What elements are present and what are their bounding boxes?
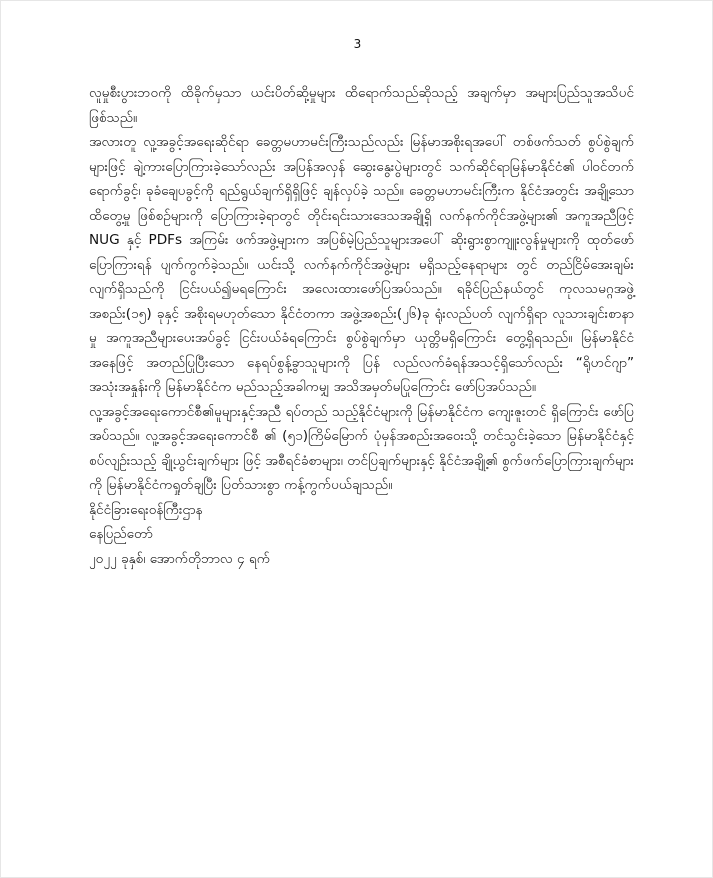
- paragraph-3: လူ့အခွင့်အရေးကောင်စီ၏မူများနှင့်အညီ ရပ်တည် သည့်နိုင်ငံများကို မြန်မာနိုင်ငံက ကျေးဇူးတင် ရှိကြောင်း ဖော်ပြအပ်သည်။ လူ့အခွင့်အရေးကောင်စီ ၏ (၅၁)ကြိမ်မြောက် ပုံမှန်အစည်းအဝေးသို့ တင်သွင်းခဲ့သော မြန်မာနိုင်ငံနှင့်စပ်လျဉ်းသည့် ချို့ယွင်းချက်များ ဖြင့် အစီရင်ခံစာများ၊ တင်ပြချက်များနှင့် နိုင်ငံအချို့၏ စွက်ဖက်ပြောကြားချက်များကို မြန်မာနိုင်ငံကရှုတ်ချပြီး ပြတ်သားစွာ ကန့်ကွက်ပယ်ချသည်။: [89, 403, 634, 493]
- signoff-ministry: နိုင်ငံခြားရေးဝန်ကြီးဌာန: [89, 501, 203, 518]
- page-number: 3: [353, 37, 362, 51]
- document-body: [89, 81, 634, 571]
- signoff-date: ၂၀၂၂ ခုနှစ်၊ အောက်တိုဘာလ ၄ ရက်: [89, 550, 271, 567]
- paragraph-1: လူမှုစီးပွားဘဝကို ထိခိုက်မှသာ ယင်းပိတ်ဆို့မှုများ ထိရောက်သည်ဆိုသည့် အချက်မှာ အများပြည်သူအသိပင်ဖြစ်သည်။: [89, 85, 634, 126]
- paragraph-2: အလားတူ လူ့အခွင့်အရေးဆိုင်ရာ ခေတ္တမဟာမင်းကြီးသည်လည်း မြန်မာအစိုးရအပေါ် တစ်ဖက်သတ် စွပ်စွဲချက်များဖြင့် ချဲ့ကားပြောကြားခဲ့သော်လည်း အပြန်အလှန် ဆွေးနွေးပွဲများတွင် သက်ဆိုင်ရာမြန်မာနိုင်ငံ၏ ပါဝင်တက်ရောက်ခွင့်၊ ခုခံချေပခွင့်ကို ရည်ရွယ်ချက်ရှိရှိဖြင့် ချန်လှပ်ခဲ့ သည်။ ခေတ္တမဟာမင်းကြီးက နိုင်ငံအတွင်း အချို့သောထိတွေ့မှု ဖြစ်စဉ်များကို ပြောကြားခဲ့ရာတွင် တိုင်းရင်းသားဒေသအချို့ရှိ လက်နက်ကိုင်အဖွဲ့များ၏ အကူအညီဖြင့် NUG နှင့် PDFs အကြမ်း ဖက်အဖွဲ့များက အပြစ်မဲ့ပြည်သူများအပေါ် ဆိုးရွားစွာကျူးလွန်မှုများကို ထုတ်ဖော်ပြောကြားရန် ပျက်ကွက်ခဲ့သည်။ ယင်းသို့ လက်နက်ကိုင်အဖွဲ့များ မရှိသည့်နေရာများ တွင် တည်ငြိမ်အေးချမ်း လျက်ရှိသည်ကို ငြင်းပယ်၍မရကြောင်း အလေးထားဖော်ပြအပ်သည်။ ရခိုင်ပြည်နယ်တွင် ကုလသမဂ္ဂအဖွဲ့အစည်း(၁၅) ခုနှင့် အစိုးရမဟုတ်သော နိုင်ငံတကာ အဖွဲ့အစည်း(၂၆)ခု ရုံးလည်ပတ် လျက်ရှိရာ လူသားချင်းစာနာမှု အကူအညီများပေးအပ်ခွင့် ငြင်းပယ်ခံရကြောင်း စွပ်စွဲချက်မှာ ယုတ္တိမရှိကြောင်း တွေ့ရှိရသည်။ မြန်မာနိုင်ငံအနေဖြင့် အတည်ပြုပြီးသော နေရပ်စွန့်ခွာသူများကို ပြန် လည်လက်ခံရန်အသင့်ရှိသော်လည်း “ရိုဟင်ဂျာ” အသုံးအနှုန်းကို မြန်မာနိုင်ငံက မည်သည့်အခါကမျှ အသိအမှတ်မပြုကြောင်း ဖော်ပြအပ်သည်။: [89, 134, 634, 395]
- signoff-city: နေပြည်တော်: [89, 526, 153, 542]
